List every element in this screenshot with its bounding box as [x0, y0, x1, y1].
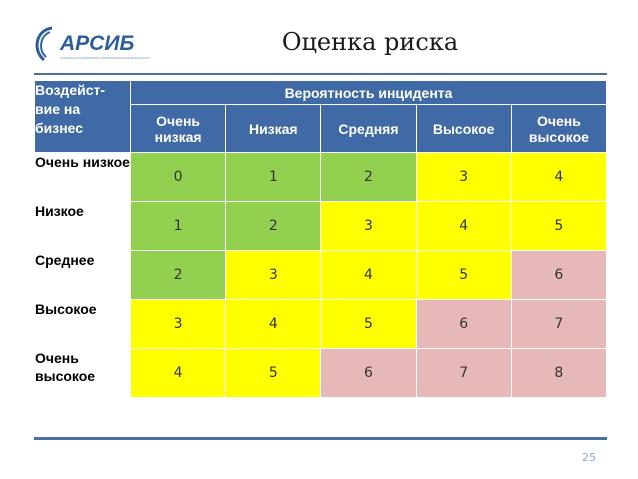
risk-cell: 4: [131, 349, 226, 398]
table-row: [35, 202, 607, 251]
risk-cell: 1: [131, 202, 226, 251]
column-header: Низкая: [226, 105, 321, 153]
logo-wordmark: АРСИБ: [60, 32, 135, 55]
table-row: [35, 300, 607, 349]
risk-cell: 7: [416, 349, 511, 398]
probability-header: Вероятность инцидента: [131, 81, 607, 105]
risk-matrix: [34, 80, 607, 398]
row-header: Очень низкое: [35, 153, 131, 202]
risk-cell: 6: [511, 251, 606, 300]
table-row: [35, 251, 607, 300]
risk-cell: 5: [321, 300, 416, 349]
risk-cell: 4: [321, 251, 416, 300]
column-header: Очень низкая: [131, 105, 226, 153]
risk-cell: 1: [226, 153, 321, 202]
risk-cell: 2: [321, 153, 416, 202]
column-header: Очень высокое: [511, 105, 606, 153]
risk-cell: 3: [131, 300, 226, 349]
header-divider: [34, 73, 607, 75]
risk-cell: 5: [226, 349, 321, 398]
table-row: [35, 349, 607, 398]
risk-cell: 3: [416, 153, 511, 202]
risk-cell: 4: [416, 202, 511, 251]
row-header: Низкое: [35, 202, 131, 251]
risk-cell: 4: [226, 300, 321, 349]
row-header: Очень высокое: [35, 349, 131, 398]
column-header: Высокое: [416, 105, 511, 153]
column-header: Средняя: [321, 105, 416, 153]
page-number: 25: [582, 451, 596, 464]
logo-subtext: АССОЦИАЦИЯ РУКОВОДИТЕЛЕЙ СЛУЖБ ИНФОРМАЦИОННОЙ БЕЗОПАСНОСТИ: [60, 56, 150, 60]
footer-divider: [34, 437, 607, 440]
risk-cell: 5: [416, 251, 511, 300]
risk-cell: 4: [511, 153, 606, 202]
risk-cell: 2: [131, 251, 226, 300]
table-row: [35, 153, 607, 202]
impact-header: Воздейст-вие на бизнес: [35, 81, 131, 153]
risk-cell: 5: [511, 202, 606, 251]
risk-cell: 3: [226, 251, 321, 300]
risk-cell: 0: [131, 153, 226, 202]
page-title: Оценка риска: [281, 28, 459, 56]
row-header: Среднее: [35, 251, 131, 300]
row-header: Высокое: [35, 300, 131, 349]
risk-cell: 6: [416, 300, 511, 349]
risk-cell: 2: [226, 202, 321, 251]
risk-cell: 3: [321, 202, 416, 251]
risk-cell: 8: [511, 349, 606, 398]
risk-cell: 6: [321, 349, 416, 398]
arsib-logo: [30, 20, 162, 70]
risk-cell: 7: [511, 300, 606, 349]
